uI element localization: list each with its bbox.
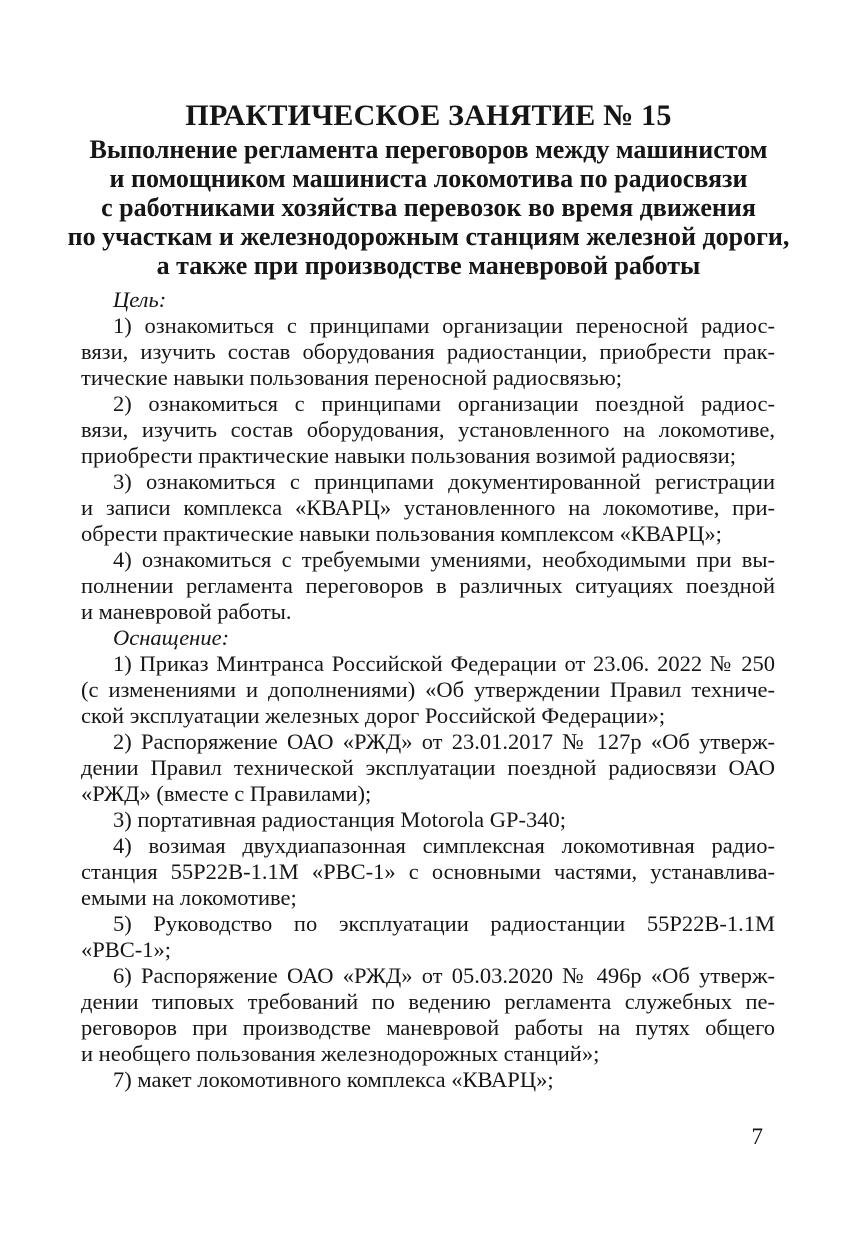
- page-header: [0, 0, 857, 280]
- text-line: 1) Приказ Минтранса Российской Федерации от 23.06. 2022 № 250: [113, 651, 775, 676]
- text-line: 4) возимая двухдиапазонная симплексная локомотивная радио-: [113, 833, 775, 858]
- section-label: Цель:: [113, 287, 167, 312]
- paragraph: [81, 469, 775, 547]
- text-line: 6) Распоряжение ОАО «РЖД» от 05.03.2020 № 496р «Об утверж-: [113, 963, 775, 988]
- text-line: «РВС-1»;: [81, 937, 172, 962]
- page-body: [81, 287, 775, 1093]
- paragraph: [81, 729, 775, 807]
- text-line: реговоров при производстве маневровой работы на путях общего: [81, 1015, 775, 1040]
- subtitle-line: а также при производстве маневровой работы: [156, 251, 701, 280]
- text-line: 1) ознакомиться с принципами организации переносной радиос-: [113, 313, 775, 338]
- paragraph: [81, 651, 775, 729]
- text-line: 3) портативная радиостанция Motorola GP-340;: [113, 807, 566, 832]
- text-line: вязи, изучить состав оборудования радиостанции, приобрести прак-: [81, 339, 775, 364]
- text-line: (с изменениями и дополнениями) «Об утверждении Правил техниче-: [81, 677, 775, 702]
- text-line: «РЖД» (вместе с Правилами);: [81, 781, 372, 806]
- text-line: станция 55Р22В-1.1М «РВС-1» с основными частями, устанавлива-: [81, 859, 775, 884]
- text-line: обрести практические навыки пользования комплексом «КВАРЦ»;: [81, 521, 722, 546]
- subtitle-line: и помощником машиниста локомотива по радиосвязи: [109, 164, 748, 193]
- text-line: и маневровой работы.: [81, 599, 292, 624]
- paragraph: [81, 625, 775, 651]
- text-line: приобрести практические навыки пользования возимой радиосвязи;: [81, 443, 736, 468]
- page-title: ПРАКТИЧЕСКОЕ ЗАНЯТИЕ № 15: [185, 99, 672, 132]
- text-line: и необщего пользования железнодорожных станций»;: [81, 1041, 600, 1066]
- text-line: полнении регламента переговоров в различных ситуациях поездной: [81, 573, 775, 598]
- text-line: вязи, изучить состав оборудования, установленного на локомотиве,: [81, 417, 775, 442]
- text-line: емыми на локомотиве;: [81, 885, 297, 910]
- paragraph: [81, 287, 775, 313]
- text-line: 2) ознакомиться с принципами организации поездной радиос-: [113, 391, 775, 416]
- text-line: 3) ознакомиться с принципами документированной регистрации: [113, 469, 775, 494]
- text-line: 7) макет локомотивного комплекса «КВАРЦ»;: [113, 1067, 554, 1092]
- paragraph: [81, 1067, 775, 1093]
- text-line: 2) Распоряжение ОАО «РЖД» от 23.01.2017 № 127р «Об утверж-: [113, 729, 775, 754]
- paragraph: [81, 313, 775, 391]
- paragraph: [81, 833, 775, 911]
- text-line: дении типовых требований по ведению регламента служебных пе-: [81, 989, 775, 1014]
- page-subtitle: [0, 135, 857, 280]
- paragraph: [81, 911, 775, 963]
- text-line: дении Правил технической эксплуатации поездной радиосвязи ОАО: [81, 755, 775, 780]
- text-line: ской эксплуатации железных дорог Российской Федерации»;: [81, 703, 666, 728]
- text-line: и записи комплекса «КВАРЦ» установленного на локомотиве, при-: [81, 495, 775, 520]
- section-label: Оснащение:: [113, 625, 230, 650]
- paragraph: [81, 547, 775, 625]
- subtitle-line: по участкам и железнодорожным станциям железной дороги,: [67, 222, 790, 251]
- text-line: 4) ознакомиться с требуемыми умениями, необходимыми при вы-: [113, 547, 775, 572]
- text-line: 5) Руководство по эксплуатации радиостанции 55Р22В-1.1М: [113, 911, 775, 936]
- paragraph: [81, 807, 775, 833]
- page-number: 7: [751, 1124, 763, 1149]
- text-line: тические навыки пользования переносной радиосвязью;: [81, 365, 622, 390]
- paragraph: [81, 391, 775, 469]
- paragraph: [81, 963, 775, 1067]
- subtitle-line: с работниками хозяйства перевозок во время движения: [101, 193, 756, 222]
- subtitle-line: Выполнение регламента переговоров между машинистом: [89, 135, 768, 164]
